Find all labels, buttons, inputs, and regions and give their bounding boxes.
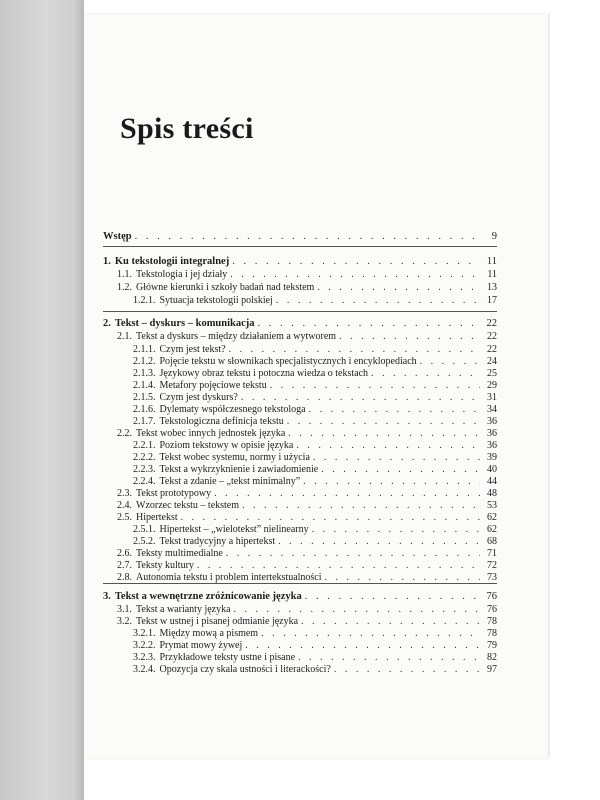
toc-entry-number: 3.1. bbox=[117, 604, 132, 615]
toc-entry-page: 24 bbox=[487, 356, 497, 367]
toc-entry-page: 53 bbox=[487, 500, 497, 511]
toc-entry-title: Tekst prototypowy bbox=[136, 488, 212, 499]
toc-entry-number: 2.5. bbox=[117, 512, 132, 523]
toc-entry-number: 2.5.2. bbox=[133, 536, 156, 547]
toc-entry-title: Dylematy współczesnego tekstologa bbox=[159, 404, 306, 415]
toc-entry-title: Tekst a warianty języka bbox=[136, 604, 231, 615]
toc-entry-page: 22 bbox=[486, 318, 497, 329]
toc-entry bbox=[103, 294, 497, 308]
toc-entry-number: 2.1.6. bbox=[133, 404, 156, 415]
dot-leader bbox=[305, 590, 480, 604]
toc-entry-page: 72 bbox=[487, 560, 497, 571]
toc-entry-number: 3.2.3. bbox=[133, 652, 156, 663]
toc-entry bbox=[103, 317, 497, 331]
toc-entry bbox=[103, 571, 497, 585]
toc-entry-page: 22 bbox=[487, 344, 497, 355]
toc-entry-page: 11 bbox=[486, 256, 497, 267]
toc-entry-number: 2.1.3. bbox=[133, 368, 156, 379]
toc-entry-page: 79 bbox=[487, 640, 497, 651]
page-title: Spis treści bbox=[120, 112, 254, 145]
toc-entry-page: 9 bbox=[491, 231, 497, 242]
toc-entry-number: 2.2.4. bbox=[133, 476, 156, 487]
dot-leader bbox=[258, 317, 480, 331]
toc-entry-page: 22 bbox=[487, 331, 497, 342]
toc-entry-page: 13 bbox=[487, 282, 497, 293]
toc-entry-page: 44 bbox=[487, 476, 497, 487]
section-divider bbox=[103, 311, 497, 312]
toc-entry-title: Poziom tekstowy w opisie języka bbox=[159, 440, 294, 451]
toc-entry-title: Przykładowe teksty ustne i pisane bbox=[159, 652, 296, 663]
toc-entry-number: 3.2.4. bbox=[133, 664, 156, 675]
toc-entry-number: 2.6. bbox=[117, 548, 132, 559]
toc-entry-title: Czym jest tekst? bbox=[159, 344, 226, 355]
toc-entry-page: 73 bbox=[487, 572, 497, 583]
toc-entry-number: 2.1.5. bbox=[133, 392, 156, 403]
toc-entry-number: 1.2. bbox=[117, 282, 132, 293]
dot-leader bbox=[325, 571, 480, 585]
toc-entry bbox=[103, 663, 497, 677]
toc-entry-page: 48 bbox=[487, 488, 497, 499]
toc-entry-title: Między mową a pismem bbox=[159, 628, 259, 639]
toc-entry-title: Tekstologia i jej działy bbox=[136, 269, 228, 280]
toc-entry-title: Opozycja czy skala ustności i literackości? bbox=[159, 664, 331, 675]
toc-entry-title: Tekstologiczna definicja tekstu bbox=[159, 416, 284, 427]
book-spine-shadow bbox=[0, 0, 84, 800]
toc-entry-number: 3.2.1. bbox=[133, 628, 156, 639]
toc-entry-title: Hipertekst – „wielotekst” nielinearny bbox=[159, 524, 309, 535]
toc-entry-number: 3. bbox=[103, 591, 111, 602]
toc-entry-title: Główne kierunki i szkoły badań nad tekstem bbox=[136, 282, 315, 293]
toc-entry-title: Tekst a wewnętrzne zróżnicowanie języka bbox=[114, 591, 302, 602]
toc-entry-page: 34 bbox=[487, 404, 497, 415]
dot-leader bbox=[230, 268, 480, 282]
toc-entry-title: Sytuacja tekstologii polskiej bbox=[159, 295, 273, 306]
toc-entry-number: 2.8. bbox=[117, 572, 132, 583]
toc-entry-number: 2.2.2. bbox=[133, 452, 156, 463]
toc-entry-title: Teksty multimedialne bbox=[136, 548, 223, 559]
dot-leader bbox=[276, 294, 480, 308]
toc-entry-page: 25 bbox=[487, 368, 497, 379]
toc-entry-title: Teksty kultury bbox=[136, 560, 194, 571]
toc-entry bbox=[103, 255, 497, 269]
toc-entry-page: 36 bbox=[487, 416, 497, 427]
toc-entry-page: 97 bbox=[487, 664, 497, 675]
toc-entry-page: 36 bbox=[487, 428, 497, 439]
toc-entry bbox=[103, 230, 497, 244]
toc-entry-title: Czym jest dyskurs? bbox=[159, 392, 238, 403]
toc-entry-page: 78 bbox=[487, 628, 497, 639]
toc-entry-number: 2.7. bbox=[117, 560, 132, 571]
dot-leader bbox=[232, 255, 480, 269]
toc-entry-title: Tekst w ustnej i pisanej odmianie języka bbox=[136, 616, 299, 627]
toc-entry-page: 76 bbox=[487, 604, 497, 615]
toc-entry-title: Tekst a dyskurs – między działaniem a wytworem bbox=[136, 331, 337, 342]
toc-entry-title: Autonomia tekstu i problem intertekstualności bbox=[136, 572, 322, 583]
toc-entry-number: 1.2.1. bbox=[133, 295, 156, 306]
toc-entry-page: 11 bbox=[487, 269, 497, 280]
toc-entry-title: Językowy obraz tekstu i potoczna wiedza o tekstach bbox=[159, 368, 369, 379]
toc-entry-page: 39 bbox=[487, 452, 497, 463]
toc-entry-title: Prymat mowy żywej bbox=[159, 640, 243, 651]
toc-entry-title: Tekst a wykrzyknienie i zawiadomienie bbox=[159, 464, 319, 475]
toc-entry bbox=[103, 281, 497, 295]
toc-entry-title: Pojęcie tekstu w słownikach specjalistycznych i encyklopediach bbox=[159, 356, 417, 367]
toc-entry-number: 2.2.3. bbox=[133, 464, 156, 475]
toc-entry-number: 2. bbox=[103, 318, 111, 329]
toc-entry-number: 2.1.4. bbox=[133, 380, 156, 391]
dot-leader bbox=[317, 281, 480, 295]
toc-entry-number: 2.2. bbox=[117, 428, 132, 439]
toc-entry bbox=[103, 590, 497, 604]
toc-entry-title: Wzorzec tekstu – tekstem bbox=[136, 500, 240, 511]
toc-entry-number: 2.1. bbox=[117, 331, 132, 342]
section-divider bbox=[103, 246, 497, 247]
dot-leader bbox=[339, 330, 480, 344]
toc-entry-title: Ku tekstologii integralnej bbox=[114, 256, 230, 267]
dot-leader bbox=[135, 230, 480, 244]
toc-entry-page: 71 bbox=[487, 548, 497, 559]
dot-leader bbox=[334, 663, 480, 677]
toc-entry-number: 3.2. bbox=[117, 616, 132, 627]
toc-entry-number: 2.1.2. bbox=[133, 356, 156, 367]
toc-entry-number: 2.1.1. bbox=[133, 344, 156, 355]
toc-entry-page: 36 bbox=[487, 440, 497, 451]
toc-entry-page: 76 bbox=[486, 591, 497, 602]
toc-entry-number: 2.1.7. bbox=[133, 416, 156, 427]
toc-entry-page: 31 bbox=[487, 392, 497, 403]
toc-entry bbox=[103, 268, 497, 282]
toc-entry-number: 2.3. bbox=[117, 488, 132, 499]
toc-entry-page: 17 bbox=[487, 295, 497, 306]
toc-entry-title: Tekst – dyskurs – komunikacja bbox=[114, 318, 255, 329]
toc-entry-page: 68 bbox=[487, 536, 497, 547]
toc-entry-title: Tekst tradycyjny a hipertekst bbox=[159, 536, 276, 547]
toc-entry-number: 1.1. bbox=[117, 269, 132, 280]
toc-entry-title: Hipertekst bbox=[136, 512, 178, 523]
toc-entry-number: 2.5.1. bbox=[133, 524, 156, 535]
toc-entry-page: 78 bbox=[487, 616, 497, 627]
toc-entry-title: Metafory pojęciowe tekstu bbox=[159, 380, 267, 391]
toc-entry-number: 3.2.2. bbox=[133, 640, 156, 651]
toc-entry bbox=[103, 330, 497, 344]
toc-entry-title: Wstęp bbox=[103, 231, 132, 242]
toc-entry-page: 62 bbox=[487, 512, 497, 523]
toc-entry-page: 62 bbox=[487, 524, 497, 535]
toc-entry-number: 2.4. bbox=[117, 500, 132, 511]
toc-entry-page: 29 bbox=[487, 380, 497, 391]
toc-entry-title: Tekst a zdanie – „tekst minimalny” bbox=[159, 476, 301, 487]
toc-entry-title: Tekst wobec innych jednostek języka bbox=[136, 428, 286, 439]
toc-entry-page: 82 bbox=[487, 652, 497, 663]
toc-entry-title: Tekst wobec systemu, normy i użycia bbox=[159, 452, 310, 463]
toc-entry-number: 2.2.1. bbox=[133, 440, 156, 451]
toc-entry-number: 1. bbox=[103, 256, 111, 267]
toc-entry-page: 40 bbox=[487, 464, 497, 475]
